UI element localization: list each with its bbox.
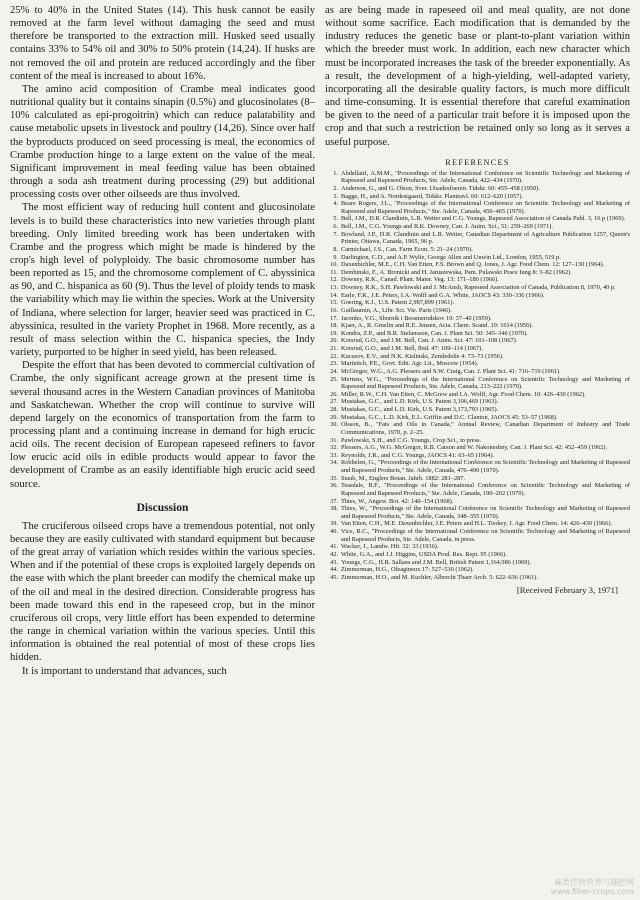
reference-item (325, 315, 630, 323)
reference-text: McGregor, W.G., A.G. Plessers and S.W. Craig, Can. J. Plant Sci. 41: 716–719 (1961). (341, 367, 561, 375)
reference-item (325, 276, 630, 284)
reference-number: 37. (330, 497, 338, 505)
reference-item (325, 261, 630, 269)
reference-item (325, 505, 630, 520)
reference-text: Bell, J.M., C.G. Youngs and R.K. Downey, Can. J. Anim. Sci., 51: 259–269 (1971). (341, 223, 553, 231)
reference-number: 22. (330, 352, 338, 360)
reference-number: 43. (330, 558, 338, 566)
reference-text: Mertens, W.G., "Proceedings of the International Conference on Scientific Technology and Marketing of Rapeseed and Rapeseed Products, Ste. Adele, Canada, 213–222 (1970). (341, 375, 630, 391)
reference-text: Kuczeov, E.V., and N.K. Kislinski, Zemledelie 4: 73–73 (1956). (341, 352, 504, 360)
reference-number: 45. (330, 573, 338, 581)
reference-item (325, 459, 630, 474)
reference-text: Staub, M., Englers Botan. Jahrb. 1882: 281–287. (341, 474, 466, 482)
reference-number: 2. (333, 184, 338, 192)
reference-number: 1. (333, 169, 338, 177)
reference-number: 36. (330, 482, 338, 490)
reference-item (325, 376, 630, 391)
reference-text: Zimmerman, H.O., and M. Kuchler, Albrecht Thaer Arch. 5: 622–636 (1961). (341, 573, 538, 581)
paragraph-amino-acid: The amino acid composition of Crambe meal indicates good nutritional quality but it contains sinapin (0.5%) and glucosinolates (8–10% calculated as epi-progoitrin) which can reduce palatability and cause metabolic upsets in livestock and poultry (14,26). Since over half the byproducts produced on seed processing is meal, the economics of Crambe production hinge to a large extent on the value of the meal. Significant improvement in meal feeding value has been obtained through a soda ash treatment during processing (29) but additional processing costs over other oilseeds are thus involved. (10, 83, 315, 201)
reference-item (325, 475, 630, 483)
site-watermark (551, 878, 634, 896)
reference-text: Mustakas, G.C., and L.D. Kirk, U.S. Patent 3,106,469 (1963). (341, 398, 499, 406)
reference-text: White, G.A., and J.J. Higgins, USDA Prod. Res. Rept. 95 (1966). (341, 550, 507, 558)
reference-item (325, 215, 630, 223)
reference-item (325, 330, 630, 338)
reference-text: Darlington, C.D., and A.P. Wylie, George Allen and Unwin Ltd., London, 1955, 519 p. (341, 253, 561, 261)
reference-number: 24. (330, 367, 338, 375)
reference-text: Downey, R.K., S.H. Pawlowski and J. McAnsh, Rapeseed Association of Canada, Publication 8, 1970, 40 p. (341, 284, 616, 292)
reference-item (325, 299, 630, 307)
reference-number: 35. (330, 474, 338, 482)
reference-number: 34. (330, 459, 338, 467)
reference-number: 9. (333, 253, 338, 261)
reference-text: Thies, W., "Proceedings of the International Conference on Scientific Technology and Marketing of Rapeseed and Rapeseed Products," Ste. Adele, Canada, 348–355 (1970). (341, 505, 630, 520)
reference-item (325, 551, 630, 559)
reference-number: 44. (330, 566, 338, 574)
reference-number: 16. (330, 306, 338, 314)
reference-text: Teasdale, B.F., "Proceedings of the International Conference on Scientific Technology and Marketing of Rapeseed and Rapeseed Products," Ste. Adele, Canada, 190–202 (1970). (341, 482, 630, 497)
reference-number: 32. (330, 444, 338, 452)
right-column (325, 4, 630, 900)
reference-text: Earle, F.R., J.E. Peters, I.A. Wolff and G.A. White, JAOCS 43: 330–336 (1966). (341, 291, 545, 299)
references-heading: REFERENCES (445, 157, 510, 167)
reference-number: 30. (330, 421, 338, 429)
reference-number: 8. (333, 245, 338, 253)
reference-item (325, 543, 630, 551)
reference-number: 42. (330, 550, 338, 558)
reference-item (325, 269, 630, 277)
reference-item (325, 345, 630, 353)
reference-item (325, 200, 630, 215)
reference-number: 28. (330, 406, 338, 414)
reference-number: 41. (330, 543, 338, 551)
reference-text: Plessers, A.G., W.G. McGregor, R.B. Carson and W. Nakoneshny, Can. J. Plant Sci. 42: 452–459 (1962). (341, 444, 608, 452)
reference-text: Wacker, J., Landw. Hft. 32: 33 (1936). (341, 543, 439, 551)
reference-item (325, 254, 630, 262)
reference-number: 26. (330, 390, 338, 398)
reference-text: Guillaumin, A., Libr. Sci. Vie. Paris (1946). (341, 306, 452, 314)
reference-text: Thies, W., Angew. Bot. 42: 140–154 (1968). (341, 497, 454, 505)
reference-text: Anderson, G., and G. Olson, Sver. Utsadesfoeren. Tidskr. 60: 455–458 (1950). (341, 184, 540, 192)
reference-text: Korsrud, G.O., and J.M. Bell, Can. J. Anim. Sci. 47: 101–108 (1967). (341, 337, 518, 345)
reference-number: 31. (330, 436, 338, 444)
reference-item (325, 528, 630, 543)
reference-item (325, 353, 630, 361)
reference-item (325, 193, 630, 201)
reference-number: 4. (333, 200, 338, 208)
reference-item (325, 520, 630, 528)
reference-item (325, 231, 630, 246)
reference-text: Youngs, C.G., H.R. Sallans and J.M. Bell, British Patent 1,164,986 (1969). (341, 558, 532, 566)
paragraph-discussion-2: It is important to understand that advances, such (22, 665, 227, 677)
reference-text: Goering, K.J., U.S. Patent 2,987,899 (1961). (341, 299, 455, 307)
reference-item (325, 337, 630, 345)
references-list (325, 170, 630, 582)
reference-number: 3. (333, 192, 338, 200)
left-column (10, 4, 315, 900)
reference-number: 7. (333, 230, 338, 238)
section-title-discussion: Discussion (136, 501, 189, 514)
reference-item (325, 391, 630, 399)
reference-text: Carmichael, J.S., Can. Farm Econ. 5: 21–24 (1970). (341, 245, 473, 253)
reference-item (325, 292, 630, 300)
reference-text: Zimmerman, H.G., Oleagineux 17: 527–530 (1962). (341, 566, 474, 574)
reference-text: Bagge, H., and A. Nordestgaard, Tidskr. Planteavl. 60: 612–620 (1957). (341, 192, 524, 200)
reference-text: Daxenbichler, M.E., C.H. Van Etten, F.S. Brown and Q. Jones, J. Agr. Food Chem. 12: 127–130 (1964). (341, 261, 605, 269)
reference-text: Kondra, Z.P., and B.R. Stefansson, Can. J. Plant Sci. 50: 345–346 (1970). (341, 329, 528, 337)
reference-text: Beare Rogers, J.L., "Proceedings of the International Conference on Scientific Technology and Marketing of Rapeseed and Rapeseed Products," Ste. Adele, Canada, 450–465 (1970). (341, 200, 630, 215)
reference-item (325, 246, 630, 254)
reference-item (325, 185, 630, 193)
reference-text: Kjaer, A., R. Gmelin and R.E. Jensen, Acta. Chem. Scand. 10: 1614 (1956). (341, 322, 533, 330)
reference-number: 15. (330, 299, 338, 307)
reference-item (325, 574, 630, 582)
reference-text: Korsrud, G.O., and J.M. Bell, Ibid. 47: 109–114 (1967). (341, 345, 483, 353)
reference-text: Jacenko, V.G., Sbornik i Bessmerodskov 19: 37–40 (1959). (341, 314, 492, 322)
reference-text: Mustakas, G.C., L.D. Kirk, E.L. Griffin and D.C. Clanton, JAOCS 45: 53–57 (1968). (341, 413, 558, 421)
reference-number: 25. (330, 375, 338, 383)
reference-number: 29. (330, 413, 338, 421)
reference-text: Bell, J.M., D.R. Clandinin, L.R. Wetter and C.G. Youngs, Rapeseed Association of Canada Publ. 3, 16 p (1969). (341, 215, 626, 223)
reference-text: Downey, R.K., Canad. Plant. Mater. Veg. 13: 171–180 (1966). (341, 276, 499, 284)
reference-number: 21. (330, 345, 338, 353)
reference-item (325, 307, 630, 315)
reference-text: Abdellatif, A.M.M., "Proceedings of the International Conference on Scientific Technology and Marketing of Rapeseed and Rapeseed Products, Ste. Adele, Canada, 422–434 (1970). (341, 169, 630, 185)
reference-text: Mustakas, G.C., and L.D. Kirk, U.S. Patent 3,173,793 (1965). (341, 406, 499, 414)
reference-number: 20. (330, 337, 338, 345)
reference-text: Robbelen, G., "Proceedings of the International Conference on Scientific Technology and Marketing of Rapeseed and Rapeseed Products," Ste. Adele, Canada, 476–490 (1970). (341, 459, 630, 475)
reference-text: Olsson, B., "Fats and Oils in Canada," Annual Review, Canadian Department of Industry and Trade Communications, 1970, p. 2–25. (341, 421, 630, 436)
reference-item (325, 414, 630, 422)
reference-item (325, 322, 630, 330)
reference-item (325, 284, 630, 292)
reference-text: Miller, R.W., C.H. Van Etten, C. McGrew and I.A. Wolff, Agr. Food Chem. 10: 426–430 (1962). (341, 390, 586, 398)
reference-item (325, 360, 630, 368)
watermark-line-url: www.fiber-crops.com (550, 887, 634, 896)
reference-text: Bowland, J.P., D.R. Clandinin and L.R. Wetter, Canadian Department of Agriculture Publication 1257, Queen's Printer, Ottawa, Canada, 1965, 96 p. (341, 230, 630, 246)
two-column-layout (10, 4, 630, 900)
paragraph-cultivation: Despite the effort that has been devoted to commercial cultivation of Crambe, the only significant acreage grown at the present time is several thousand acres in the Western Canadian provinces of Manitoba and Saskatchewan. Whether the crop will continue to survive will depend largely on the economics of transportation from the farm to processing plant and a continuing increase in demand for high erucic acid oils. The recent decision of European rapeseed refiners to favor low erucic acid oils in edible products would appear to favor the development of Crambe as an easily identifiable high erucic acid seed source. (10, 360, 315, 490)
reference-item (325, 398, 630, 406)
reference-number: 40. (330, 528, 338, 536)
reference-text: Reynolds, J.R., and C.G. Youngs, JAOCS 41: 63–65 (1964). (341, 451, 495, 459)
reference-number: 23. (330, 360, 338, 368)
reference-text: Marinitch, P.E., Govt. Edit. Agr. Lit., Moscow (1954). (341, 360, 479, 368)
paragraph-continuation: as are being made in rapeseed oil and meal quality, are not done without some sacrifice. Each modification that is demanded by the industry reduces the genetic base or plant-to-plant variation within which the breeder must work. In addition, each new character which must be incorporated increases the task of the breeder exponentially. As a result, the development of a high-yielding, well-adapted variety, incorporating all the desirable quality factors, is much more difficult and time-consuming. It is essential therefore that careful examination be given to the need of a particular trait before it is imposed upon the crop and that such a restriction be retained only so long as it serves a useful purpose. (325, 5, 630, 148)
reference-item (325, 566, 630, 574)
reference-number: 38. (330, 505, 338, 513)
reference-text: Van Etten, C.H., M.E. Daxenbichler, J.E. Peters and H.L. Tookey, J. Agr. Food Chem. 14: 426–430 (1966). (341, 520, 613, 528)
reference-text: Pawlowski, S.H., and C.G. Youngs, Crop Sci., in press. (341, 436, 482, 444)
reference-number: 17. (330, 314, 338, 322)
watermark-line-cn: 麻类作物营养与施肥网 (554, 878, 634, 887)
reference-item (325, 498, 630, 506)
reference-text: Vice, R.C., "Proceedings of the International Conference on Scientific Technology and Marketing of Rapeseed and Rapeseed Products, Ste. Adele, Canada, in press. (341, 528, 630, 543)
reference-number: 10. (330, 261, 338, 269)
reference-number: 39. (330, 520, 338, 528)
reference-number: 33. (330, 451, 338, 459)
reference-item (325, 482, 630, 497)
reference-number: 11. (330, 268, 338, 276)
reference-item (325, 406, 630, 414)
paragraph-breeding: The most efficient way of reducing hull content and glucosinolate levels is to build these characteristics into new varieties through plant breeding. Only limited breeding work has been undertaken with Crambe and the progress which might be made is hindered by the crop's high level of polyploidy. The basic chromosome number has been reported as 15, and the chromosome complement of C. abyssinica as 90, and C. hispanica as 60 (9). Thus the level of ploidy tends to mask the variability which may lie within the species. Work at the University of Indiana, where selection for larger, heavier seed was practiced in C. abyssinica, resulted in the variety Prophet in 1968. More recently, as a result of mass selection within the C. hispanica species, the Indy variety, purported to be higher in seed yield, has been released. (10, 202, 315, 359)
reference-text: Dembinski, F., A. Bronicki and H. Jaruszewska, Pam. Pulawski Prace Iung 8: 3–82 (1962). (341, 268, 572, 276)
reference-number: 6. (333, 223, 338, 231)
reference-item (325, 170, 630, 185)
received-date: [Received February 3, 1971] (516, 585, 618, 596)
reference-number: 18. (330, 322, 338, 330)
reference-item (325, 421, 630, 436)
reference-item (325, 368, 630, 376)
reference-number: 5. (333, 215, 338, 223)
reference-number: 12. (330, 276, 338, 284)
reference-item (325, 444, 630, 452)
paragraph-crambe-husk: 25% to 40% in the United States (14). This husk cannot be easily removed at the farm level without damaging the seed and must therefore be transported to the extraction mill. Husked seed usually contains 33% to 54% oil and 30% to 50% protein (14,24). If husks are not removed the oil and protein are reduced accordingly and the fiber content of the meal is increased to about 16%. (10, 5, 315, 82)
paragraph-discussion-1: The cruciferous oilseed crops have a tremendous potential, not only because they are easily cultivated with standard equipment but because of the great array of variation which resides within the various species. When and if the potential of these crops is exploited largely depends on the ease with which the plant breeder can modify the chemical make up of the oil and meal in the desired direction. Considerable progress has been made toward this end in the rapeseed crop, but in the minor cruciferous oil crops, very little effort has been expended to determine the range in chemical variation within the various species. Until this information is obtained the real potential of most of these crops lies hidden. (10, 520, 315, 664)
reference-number: 13. (330, 284, 338, 292)
reference-number: 19. (330, 329, 338, 337)
reference-item (325, 437, 630, 445)
reference-item (325, 223, 630, 231)
reference-item (325, 452, 630, 460)
reference-item (325, 559, 630, 567)
reference-number: 27. (330, 398, 338, 406)
reference-number: 14. (330, 291, 338, 299)
